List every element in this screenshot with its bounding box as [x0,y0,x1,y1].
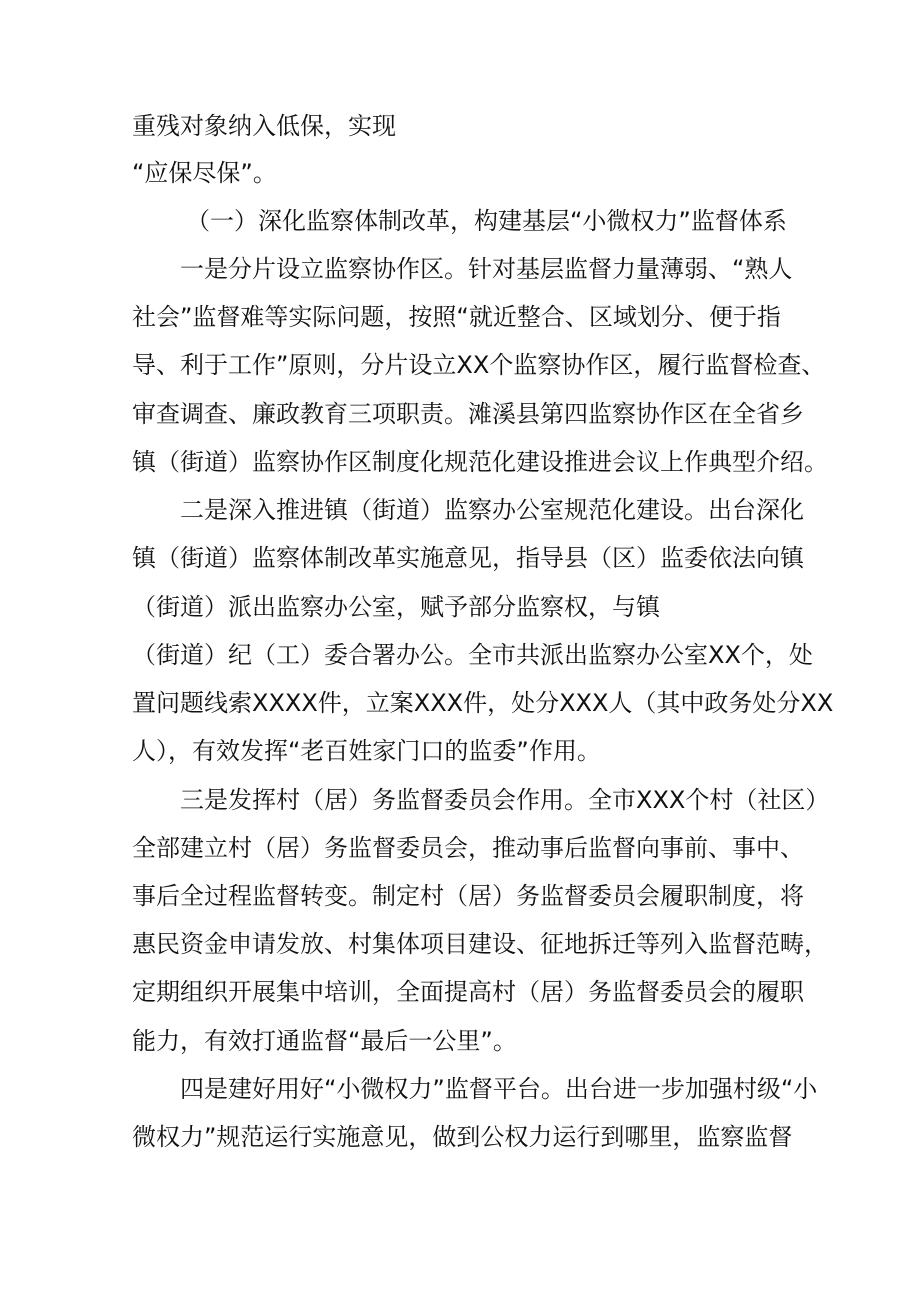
text-line: 微权力”规范运行实施意见，做到公权力运行到哪里，监察监督 [132,1123,793,1151]
paragraph-start: 四是建好用好“小微权力”监督平台。出台进一步加强村级“小 [180,1075,818,1103]
text-line: （街道）纪（工）委合署办公。全市共派出监察办公室XX个，处 [132,641,813,669]
text-line: 重残对象纳入低保，实现 [132,112,396,140]
text-line: 事后全过程监督转变。制定村（居）务监督委员会履职制度，将 [132,882,804,910]
text-line: 社会”监督难等实际问题，按照“就近整合、区域划分、便于指 [132,303,781,331]
text-line: 全部建立村（居）务监督委员会，推动事后监督向事前、事中、 [132,834,804,862]
text-line: “应保尽保”。 [132,159,277,187]
paragraph-start: 一是分片设立监察协作区。针对基层监督力量薄弱、“熟人 [180,255,793,283]
text-line: 镇（街道）监察体制改革实施意见，指导县（区）监委依法向镇 [132,544,804,572]
text-line: 人），有效发挥“老百姓家门口的监委”作用。 [132,737,601,765]
text-line: 审查调查、廉政教育三项职责。滩溪县第四监察协作区在全省乡 [132,400,804,428]
text-line: 能力，有效打通监督“最后一公里”。 [132,1027,517,1055]
section-heading: （一）深化监察体制改革，构建基层“小微权力”监督体系 [186,207,787,235]
text-line: 定期组织开展集中培训，全面提高村（居）务监督委员会的履职 [132,978,804,1006]
text-line: 惠民资金申请发放、村集体项目建设、征地拆迁等列入监督范畴， [132,930,828,958]
text-line: 镇（街道）监察协作区制度化规范化建设推进会议上作典型介绍。 [132,448,828,476]
paragraph-start: 三是发挥村（居）务监督委员会作用。全市XXX个村（社区） [180,786,830,814]
paragraph-start: 二是深入推进镇（街道）监察办公室规范化建设。出台深化 [180,496,804,524]
text-line: 置问题线索XXXX件，立案XXX件，处分XXX人（其中政务处分XX [132,689,834,717]
text-line: 导、利于工作”原则，分片设立XX个监察协作区，履行监督检查、 [132,351,826,379]
text-line: （街道）派出监察办公室，赋予部分监察权，与镇 [132,593,660,621]
